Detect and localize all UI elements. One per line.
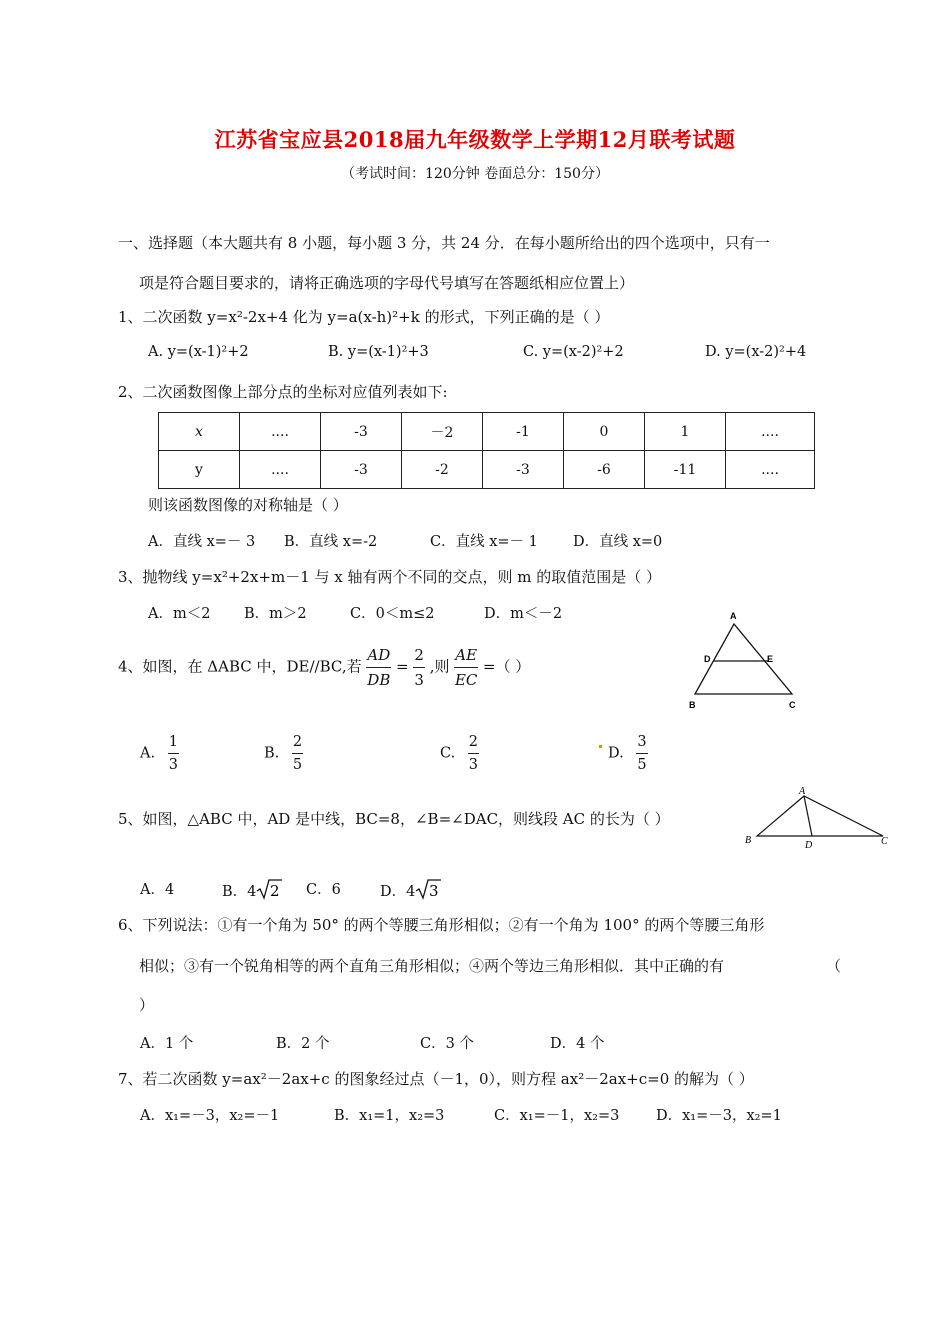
q2-option-b: B．直线 x=-2 — [284, 534, 378, 550]
radicand: 3 — [429, 882, 439, 900]
q6-stem-line1: 6、下列说法：①有一个角为 50° 的两个等腰三角形相似；②有一个角为 100° 的两个等腰三角形 — [118, 916, 765, 934]
table-cell: －2 — [402, 413, 483, 451]
section-intro-line2: 项是符合题目要求的，请将正确选项的字母代号填写在答题纸相应位置上） — [139, 274, 635, 292]
label-a: A — [730, 611, 737, 621]
q6-option-a: A．1 个 — [140, 1036, 194, 1052]
sqrt-radical — [415, 878, 441, 900]
option-fraction — [636, 734, 647, 773]
radicand: 2 — [270, 882, 280, 900]
q2-option-c: C．直线 x=－ 1 — [430, 534, 538, 550]
table-row — [159, 451, 815, 489]
q4-fraction-ad-db — [366, 646, 391, 689]
q5-option-d — [380, 878, 441, 901]
table-cell: x — [159, 413, 240, 451]
q7-option-b: B．x₁=1，x₂=3 — [334, 1108, 445, 1124]
label-c: C — [789, 700, 796, 710]
q4-stem-post: =（ ） — [482, 657, 531, 676]
q6-stem-line3: ） — [139, 996, 155, 1014]
q6-option-b: B．2 个 — [276, 1036, 330, 1052]
q6-stem-line2: 相似；③有一个锐角相等的两个直角三角形相似；④两个等边三角形相似．其中正确的有 — [139, 957, 725, 975]
segment-ad — [804, 796, 812, 836]
q1-option-d: D. y=(x-2)²+4 — [705, 344, 807, 360]
table-cell: 1 — [645, 413, 726, 451]
fraction-denominator: 3 — [414, 671, 424, 689]
table-cell: 0 — [564, 413, 645, 451]
label-d: D — [805, 840, 813, 851]
q4-option-d — [608, 734, 648, 773]
label-a: A — [799, 786, 806, 797]
q4-fraction-2-3 — [413, 646, 425, 689]
radical-sign-icon — [256, 878, 282, 900]
table-cell: -2 — [402, 451, 483, 489]
q4-triangle-figure — [680, 608, 810, 713]
q4-option-a — [140, 734, 179, 773]
table-cell: -3 — [321, 413, 402, 451]
q3-stem: 3、抛物线 y=x²+2x+m－1 与 x 轴有两个不同的交点，则 m 的取值范围是（ ） — [118, 568, 662, 586]
table-cell: .... — [240, 413, 321, 451]
q5-option-a: A．4 — [140, 882, 175, 898]
q4-option-b — [264, 734, 303, 773]
q6-option-c: C．3 个 — [420, 1036, 474, 1052]
option-label: A. — [140, 745, 156, 762]
label-d: D — [704, 654, 711, 664]
option-label: B．4 — [222, 884, 257, 900]
q2-option-a: A．直线 x=－ 3 — [148, 534, 256, 550]
q7-stem: 7、若二次函数 y=ax²－2ax+c 的图象经过点（－1，0），则方程 ax²－2ax+c=0 的解为（ ） — [118, 1070, 754, 1088]
q3-option-c: C．0＜m≤2 — [350, 606, 435, 622]
option-label: D．4 — [380, 884, 416, 900]
option-label: D. — [608, 745, 624, 762]
fraction-numerator: AD — [366, 646, 391, 668]
q6-option-d: D．4 个 — [550, 1036, 605, 1052]
table-cell: .... — [726, 413, 815, 451]
fraction-denominator: 3 — [168, 757, 178, 773]
label-b: B — [689, 700, 696, 710]
option-fraction — [468, 734, 479, 773]
fraction-numerator: 2 — [468, 734, 479, 754]
table-cell: .... — [726, 451, 815, 489]
q7-option-a: A．x₁=－3，x₂=－1 — [140, 1108, 280, 1124]
q3-option-b: B．m＞2 — [244, 606, 307, 622]
option-label: B. — [264, 745, 280, 762]
q4-equals: = — [396, 657, 409, 676]
q5-option-c: C．6 — [306, 882, 341, 898]
q7-option-c: C．x₁=－1，x₂=3 — [494, 1108, 620, 1124]
q3-option-a: A．m＜2 — [148, 606, 211, 622]
q1-option-b: B. y=(x-1)²+3 — [328, 344, 429, 360]
q2-value-table — [158, 412, 815, 489]
table-cell: -6 — [564, 451, 645, 489]
fraction-numerator: AE — [454, 646, 478, 668]
q4-stem — [118, 646, 530, 689]
fraction-denominator: 5 — [637, 757, 647, 773]
q2-followup: 则该函数图像的对称轴是（ ） — [148, 496, 348, 514]
q2-stem: 2、二次函数图像上部分点的坐标对应值列表如下: — [118, 383, 448, 401]
q1-stem: 1、二次函数 y=x²-2x+4 化为 y=a(x-h)²+k 的形式，下列正确的是（ ） — [118, 308, 610, 326]
option-fraction — [168, 734, 179, 773]
q5-triangle-figure — [740, 784, 892, 852]
q5-stem: 5、如图，△ABC 中，AD 是中线，BC=8，∠B=∠DAC，则线段 AC 的长为（ ） — [118, 810, 670, 828]
q4-stem-mid: ,则 — [429, 657, 450, 676]
triangle-abc — [757, 796, 883, 836]
q5-option-b — [222, 878, 282, 901]
section-intro-line1: 一、选择题（本大题共有 8 小题，每小题 3 分，共 24 分．在每小题所给出的四个选项中，只有一 — [118, 234, 770, 252]
page-title: 江苏省宝应县2018届九年级数学上学期12月联考试题 — [214, 127, 736, 152]
fraction-numerator: 3 — [636, 734, 647, 754]
option-fraction — [292, 734, 303, 773]
sqrt-radical — [256, 878, 282, 900]
label-b: B — [745, 835, 752, 846]
q1-option-c: C. y=(x-2)²+2 — [523, 344, 624, 360]
q2-option-d: D．直线 x=0 — [573, 534, 663, 550]
exam-info: （考试时间：120分钟 卷面总分：150分） — [341, 166, 609, 182]
q7-option-d: D．x₁=－3，x₂=1 — [656, 1108, 782, 1124]
q1-option-a: A. y=(x-1)²+2 — [148, 344, 249, 360]
fraction-denominator: DB — [367, 671, 391, 689]
radical-sign-icon — [415, 878, 441, 900]
fraction-numerator: 2 — [292, 734, 303, 754]
option-label: C. — [440, 745, 456, 762]
table-cell: -1 — [483, 413, 564, 451]
table-row — [159, 413, 815, 451]
label-c: C — [881, 836, 888, 847]
table-cell: -3 — [483, 451, 564, 489]
q4-fraction-ae-ec — [454, 646, 478, 689]
fraction-numerator: 2 — [413, 646, 425, 668]
fraction-numerator: 1 — [168, 734, 179, 754]
fraction-denominator: 3 — [468, 757, 479, 773]
table-cell: y — [159, 451, 240, 489]
table-cell: -3 — [321, 451, 402, 489]
q4-stem-pre: 4、如图，在 ΔABC 中，DE//BC,若 — [118, 657, 362, 676]
q4-option-c — [440, 734, 479, 773]
fraction-denominator: 5 — [292, 757, 303, 773]
q3-option-d: D．m＜－2 — [484, 606, 563, 622]
table-cell: -11 — [645, 451, 726, 489]
stray-dot — [599, 745, 602, 748]
fraction-denominator: EC — [454, 671, 478, 689]
table-cell: .... — [240, 451, 321, 489]
label-e: E — [767, 654, 774, 664]
q6-stem-paren-open: （ — [826, 957, 842, 975]
